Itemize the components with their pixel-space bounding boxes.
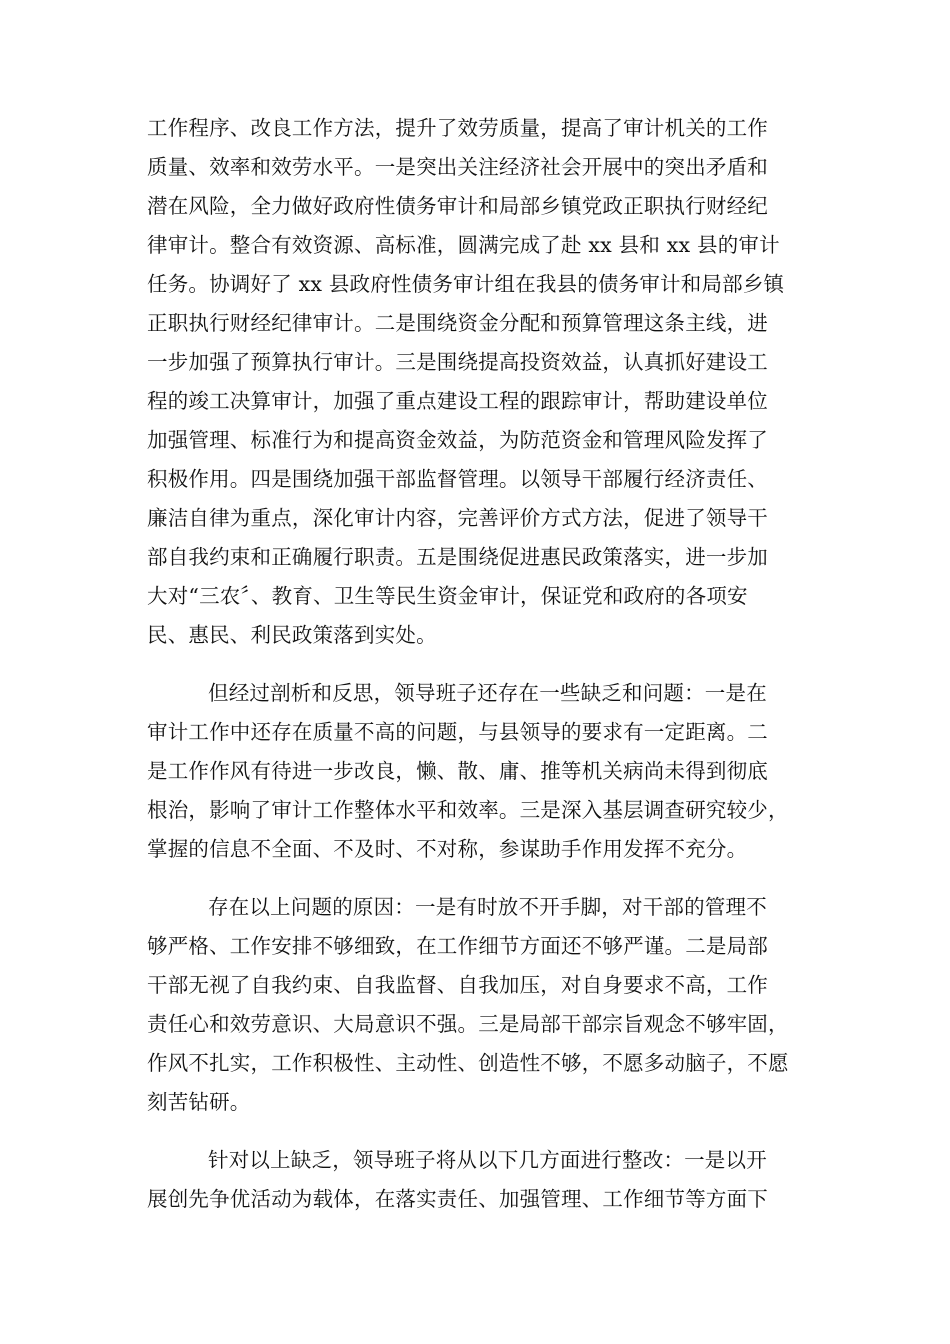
text-line: 积极作用。四是围绕加强干部监督管理。以领导干部履行经济责任、 xyxy=(147,467,768,491)
text-line: 干部无视了自我约束、自我监督、自我加压，对自身要求不高，工作 xyxy=(147,973,768,997)
text-line: 质量、效率和效劳水平。一是突出关注经济社会开展中的突出矛盾和 xyxy=(147,155,768,179)
text-line: 存在以上问题的原因：一是有时放不开手脚，对干部的管理不 xyxy=(208,895,767,919)
text-line: 掌握的信息不全面、不及时、不对称，参谋助手作用发挥不充分。 xyxy=(147,837,748,861)
text-line: 民、惠民、利民政策落到实处。 xyxy=(147,623,437,647)
text-line: 针对以上缺乏，领导班子将从以下几方面进行整改：一是以开 xyxy=(208,1148,767,1172)
text-line: 刻苦钻研。 xyxy=(147,1090,251,1114)
text-line: 责任心和效劳意识、大局意识不强。三是局部干部宗旨观念不够牢固， xyxy=(147,1012,789,1036)
text-line: 作风不扎实，工作积极性、主动性、创造性不够，不愿多动脑子，不愿 xyxy=(147,1051,789,1075)
text-line: 一步加强了预算执行审计。三是围绕提高投资效益，认真抓好建设工 xyxy=(147,350,768,374)
text-line: 展创先争优活动为载体，在落实责任、加强管理、工作细节等方面下 xyxy=(147,1187,768,1211)
text-line: 正职执行财经纪律审计。二是围绕资金分配和预算管理这条主线，进 xyxy=(147,311,768,335)
text-line: 是工作作风有待进一步改良，懒、散、庸、推等机关病尚未得到彻底 xyxy=(147,759,768,783)
text-line: 工作程序、改良工作方法，提升了效劳质量，提高了审计机关的工作 xyxy=(147,116,768,140)
text-line: 加强管理、标准行为和提高资金效益，为防范资金和管理风险发挥了 xyxy=(147,428,768,452)
text-line: 任务。协调好了 xx 县政府性债务审计组在我县的债务审计和局部乡镇 xyxy=(147,272,785,296)
text-line: 廉洁自律为重点，深化审计内容，完善评价方式方法，促进了领导干 xyxy=(147,506,768,530)
text-line: 部自我约束和正确履行职责。五是围绕促进惠民政策落实，进一步加 xyxy=(147,545,768,569)
text-line: 大对“三农〞、教育、卫生等民生资金审计，保证党和政府的各项安 xyxy=(147,584,748,608)
text-line: 根治，影响了审计工作整体水平和效率。三是深入基层调查研究较少， xyxy=(147,798,789,822)
text-line: 够严格、工作安排不够细致，在工作细节方面还不够严谨。二是局部 xyxy=(147,934,768,958)
text-line: 律审计。整合有效资源、高标准，圆满完成了赴 xx 县和 xx 县的审计 xyxy=(147,233,780,257)
text-line: 审计工作中还存在质量不高的问题，与县领导的要求有一定距离。二 xyxy=(147,720,768,744)
text-line: 潜在风险，全力做好政府性债务审计和局部乡镇党政正职执行财经纪 xyxy=(147,194,768,218)
text-line: 但经过剖析和反思，领导班子还存在一些缺乏和问题：一是在 xyxy=(208,681,767,705)
text-line: 程的竣工决算审计，加强了重点建设工程的跟踪审计，帮助建设单位 xyxy=(147,389,768,413)
